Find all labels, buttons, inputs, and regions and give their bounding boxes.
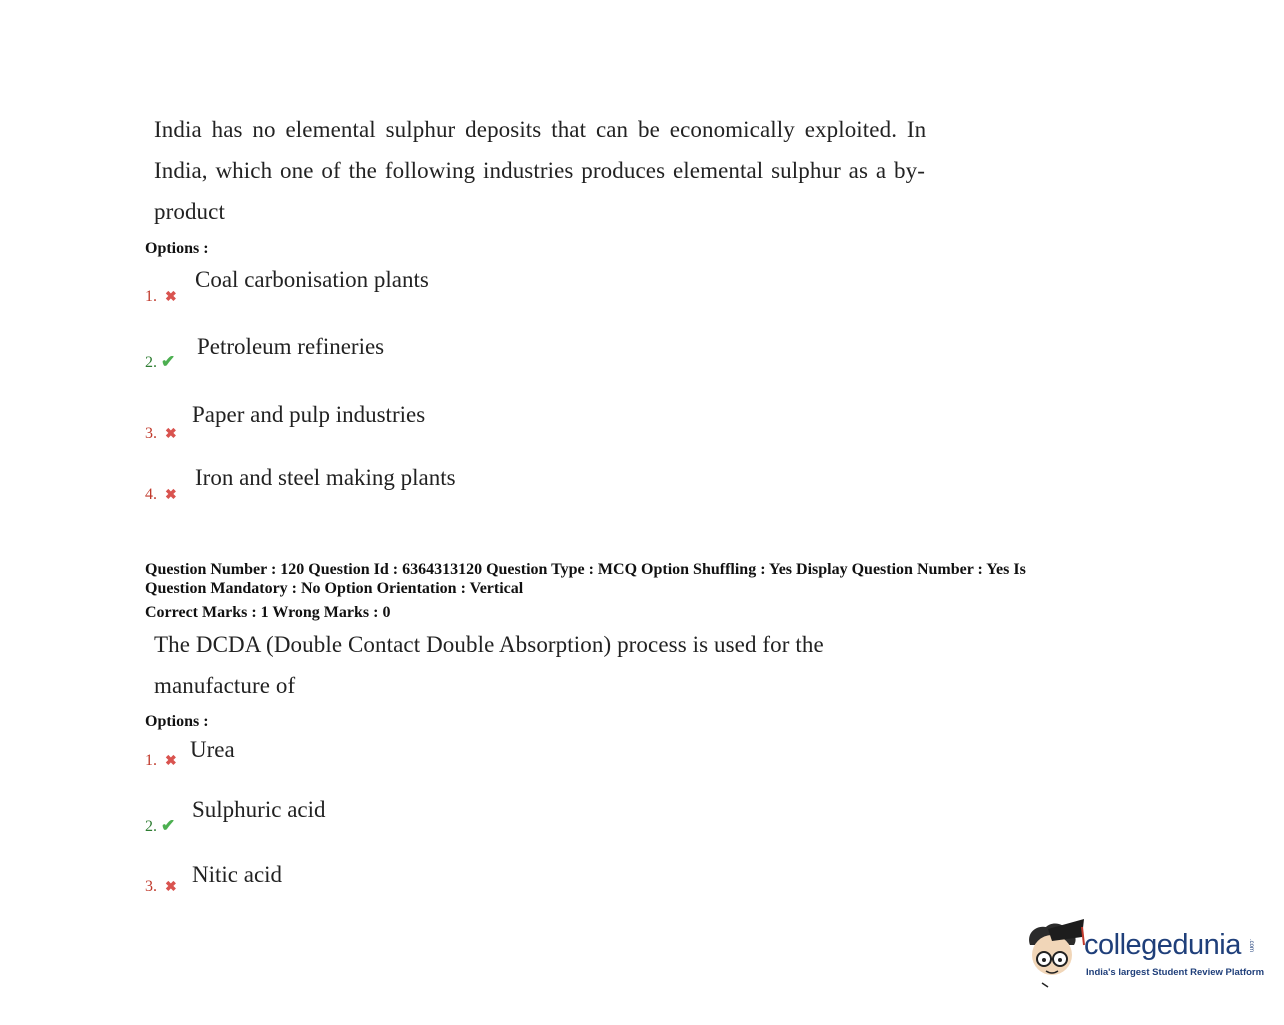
- q1-option-1: [145, 288, 177, 306]
- q2-text-line-2: manufacture of: [154, 673, 296, 698]
- wrong-mark-icon: ✖: [165, 754, 177, 769]
- option-number: 1.: [145, 288, 157, 305]
- q2-option-2-text: Sulphuric acid: [192, 797, 326, 822]
- q1-text-line-1: India has no elemental sulphur deposits that can be economically exploited. In: [154, 117, 927, 142]
- q2-meta-line-1: Question Number : 120 Question Id : 6364313120 Question Type : MCQ Option Shuffling : Yes Display Question Number : Yes Is: [145, 561, 1026, 578]
- q1-option-2: [145, 352, 175, 372]
- option-number: 4.: [145, 486, 157, 503]
- option-number: 3.: [145, 425, 157, 442]
- q2-meta-line-2: Question Mandatory : No Option Orientation : Vertical: [145, 580, 524, 597]
- q1-option-3-text: Paper and pulp industries: [192, 402, 426, 427]
- q2-option-3: [145, 878, 177, 896]
- option-number: 2.: [145, 354, 157, 371]
- q1-option-4: [145, 486, 177, 504]
- q1-options-label: Options :: [145, 240, 209, 257]
- q1-option-1-text: Coal carbonisation plants: [195, 267, 429, 292]
- wrong-mark-icon: ✖: [165, 488, 177, 503]
- q1-option-3: [145, 425, 177, 443]
- q1-option-4-text: Iron and steel making plants: [195, 465, 456, 490]
- wrong-mark-icon: ✖: [165, 290, 177, 305]
- option-number: 1.: [145, 752, 157, 769]
- brand-superscript: .com: [1248, 939, 1254, 953]
- collegedunia-logo: [1022, 915, 1265, 990]
- q2-option-1-text: Urea: [190, 737, 235, 762]
- correct-check-icon: ✔: [161, 352, 176, 371]
- q2-options-label: Options :: [145, 713, 209, 730]
- q1-text-line-3: product: [154, 199, 225, 224]
- mascot-icon: [1022, 915, 1086, 990]
- correct-check-icon: ✔: [161, 816, 176, 835]
- option-number: 3.: [145, 878, 157, 895]
- option-number: 2.: [145, 818, 157, 835]
- q2-option-1: [145, 752, 177, 770]
- q1-option-2-text: Petroleum refineries: [197, 334, 385, 359]
- wrong-mark-icon: ✖: [165, 880, 177, 895]
- brand-name: collegedunia: [1084, 929, 1241, 961]
- q2-marks: Correct Marks : 1 Wrong Marks : 0: [145, 604, 391, 621]
- q2-text-line-1: The DCDA (Double Contact Double Absorption) process is used for the: [154, 632, 824, 657]
- wrong-mark-icon: ✖: [165, 427, 177, 442]
- q2-option-2: [145, 816, 175, 836]
- q2-option-3-text: Nitic acid: [192, 862, 283, 887]
- brand-tagline: India's largest Student Review Platform: [1086, 967, 1265, 978]
- q1-text-line-2: India, which one of the following industries produces elemental sulphur as a by-: [154, 158, 926, 183]
